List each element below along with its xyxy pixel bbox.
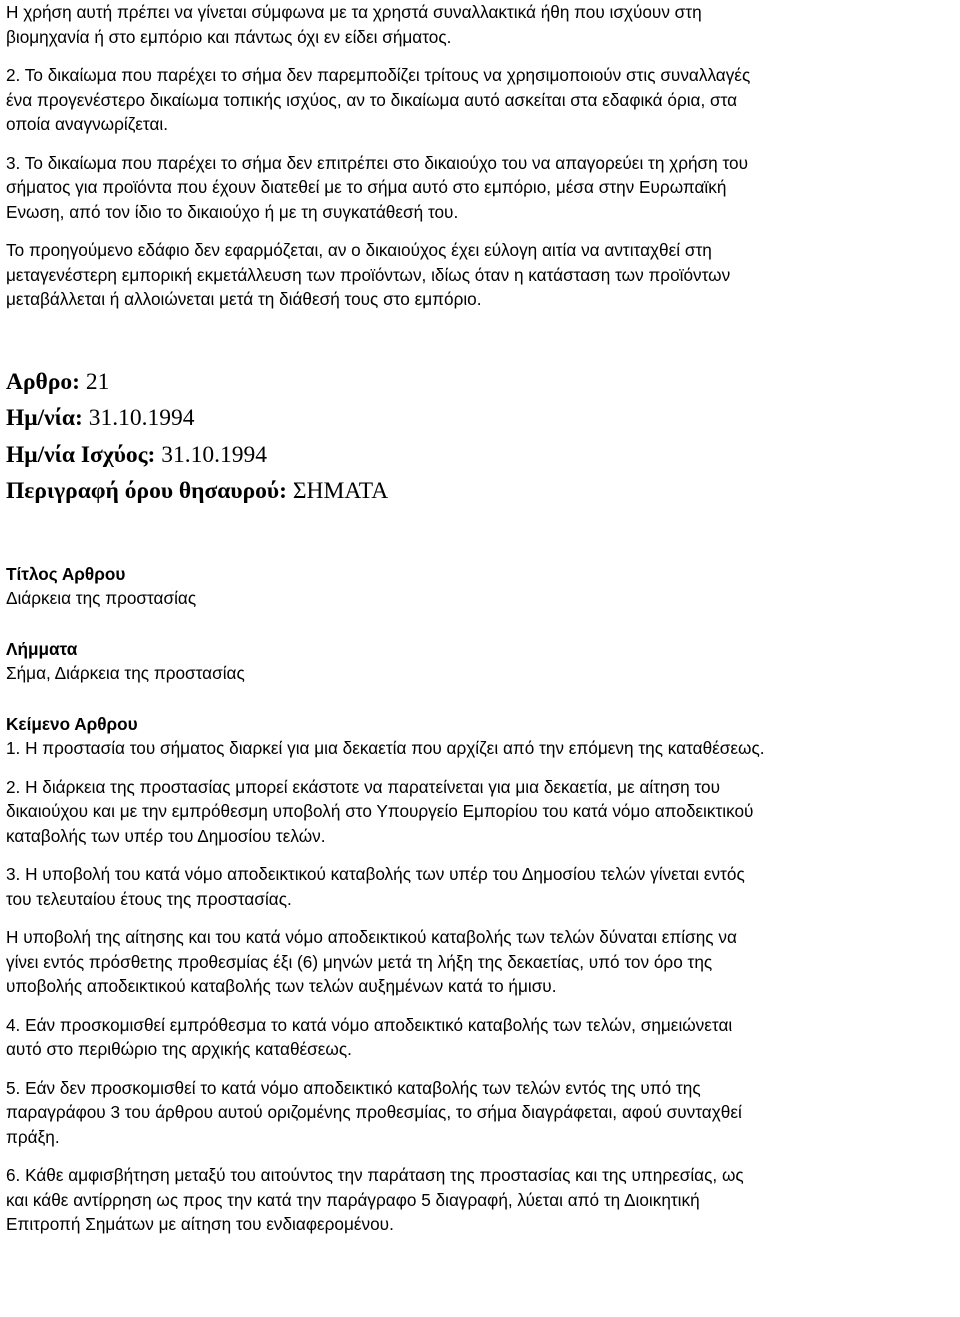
article-paragraph-6: 5. Εάν δεν προσκομισθεί το κατά νόμο αποδεικτικό καταβολής των τελών εντός της υπό της παραγράφου 3 του άρθρου αυτού οριζομένης προθεσμίας, το σήμα διαγράφεται, αφού συνταχθεί πράξη. [6,1077,742,1147]
paragraph-top-4: Το προηγούμενο εδάφιο δεν εφαρμόζεται, αν ο δικαιούχος έχει εύλογη αιτία να αντιταχθεί στη μεταγενέστερη εμπορική εκμετάλλευση των προϊόντων, ιδίως όταν η κατάσταση των προϊόντων μεταβάλλεται ή αλλοιώνεται μετά τη διάθεσή τους στο εμπόριο. [6,240,731,309]
article-paragraph-2: 2. Η διάρκεια της προστασίας μπορεί εκάστοτε να παρατείνεται για μια δεκαετία, με αίτηση του δικαιούχου και με την εμπρόθεσμη υποβολή στο Υπουργείο Εμπορίου του κατά νόμο αποδεικτικού καταβολής των υπέρ του Δημοσίου τελών. [6,776,754,846]
paragraph-top-1: Η χρήση αυτή πρέπει να γίνεται σύμφωνα με τα χρηστά συναλλακτικά ήθη που ισχύουν στη βιομηχανία ή στο εμπόριο και πάντως όχι εν είδει σήματος. [6,2,702,47]
article-text-heading: Κείμενο Αρθρου [6,713,138,734]
article-paragraph-1: 1. Η προστασία του σήματος διαρκεί για μια δεκαετία που αρχίζει από την επόμενη της καταθέσεως. [6,738,765,758]
paragraph-top-3: 3. Το δικαίωμα που παρέχει το σήμα δεν επιτρέπει στο δικαιούχο του να απαγορεύει τη χρήση του σήματος για προϊόντα που έχουν διατεθεί με το σήμα αυτό στο εμπόριο, μέσα στην Ευρωπαϊκή Ενωση, από τον ίδιο το δικαιούχο ή με τη συγκατάθεσή του. [6,152,748,222]
article-paragraph-5: 4. Εάν προσκομισθεί εμπρόθεσμα το κατά νόμο αποδεικτικό καταβολής των τελών, σημειώνεται αυτό στο περιθώριο της αρχικής καταθέσεως. [6,1014,733,1059]
thesaurus-term-label: Περιγραφή όρου θησαυρού: [6,478,287,504]
article-number-value: 21 [85,368,110,395]
article-paragraph-7: 6. Κάθε αμφισβήτηση μεταξύ του αιτούντος την παράταση της προστασίας και της υπηρεσίας, ως και κάθε αντίρρηση ως προς την κατά την παράγραφο 5 διαγραφή, λύεται από τη Διοικητική Επιτροπή Σημάτων με αίτηση του ενδιαφερομένου. [6,1165,744,1234]
paragraph-top-2: 2. Το δικαίωμα που παρέχει το σήμα δεν παρεμποδίζει τρίτους να χρησιμοποιούν στις συναλλαγές ένα προγενέστερο δικαίωμα τοπικής ισχύος, αν το δικαίωμα αυτό ασκείται στα εδαφικά όρια, στα οποία αναγνωρίζεται. [6,65,751,134]
article-effective-date-label: Ημ/νία Ισχύος: [6,441,156,468]
article-date [6,400,956,437]
article-effective-date [6,437,956,474]
thesaurus-term-value: ΣΗΜΑΤΑ [292,478,389,504]
article-date-label: Ημ/νία: [6,405,83,431]
lemmas-value: Σήμα, Διάρκεια της προστασίας [6,663,245,683]
article-paragraph-3: 3. Η υποβολή του κατά νόμο αποδεικτικού καταβολής των υπέρ του Δημοσίου τελών γίνεται εντός του τελευταίου έτους της προστασίας. [6,864,745,909]
document-page [6,0,956,1237]
article-title-heading: Τίτλος Αρθρου [6,563,126,584]
article-paragraph-4: Η υποβολή της αίτησης και του κατά νόμο αποδεικτικού καταβολής των τελών δύναται επίσης να γίνει εντός πρόσθετης προθεσμίας έξι (6) μηνών μετά τη λήξη της δεκαετίας, υπό τον όρο της υποβολής αποδεικτικού καταβολής των τελών αυξημένων κατά το ήμισυ. [6,927,737,996]
article-date-value: 31.10.1994 [88,405,195,431]
lemmas-heading: Λήμματα [6,638,78,659]
article-effective-date-value: 31.10.1994 [161,441,268,468]
thesaurus-term [6,473,956,510]
article-title-value: Διάρκεια της προστασίας [6,588,197,608]
article-number [6,364,956,401]
article-number-label: Αρθρο: [6,368,80,395]
